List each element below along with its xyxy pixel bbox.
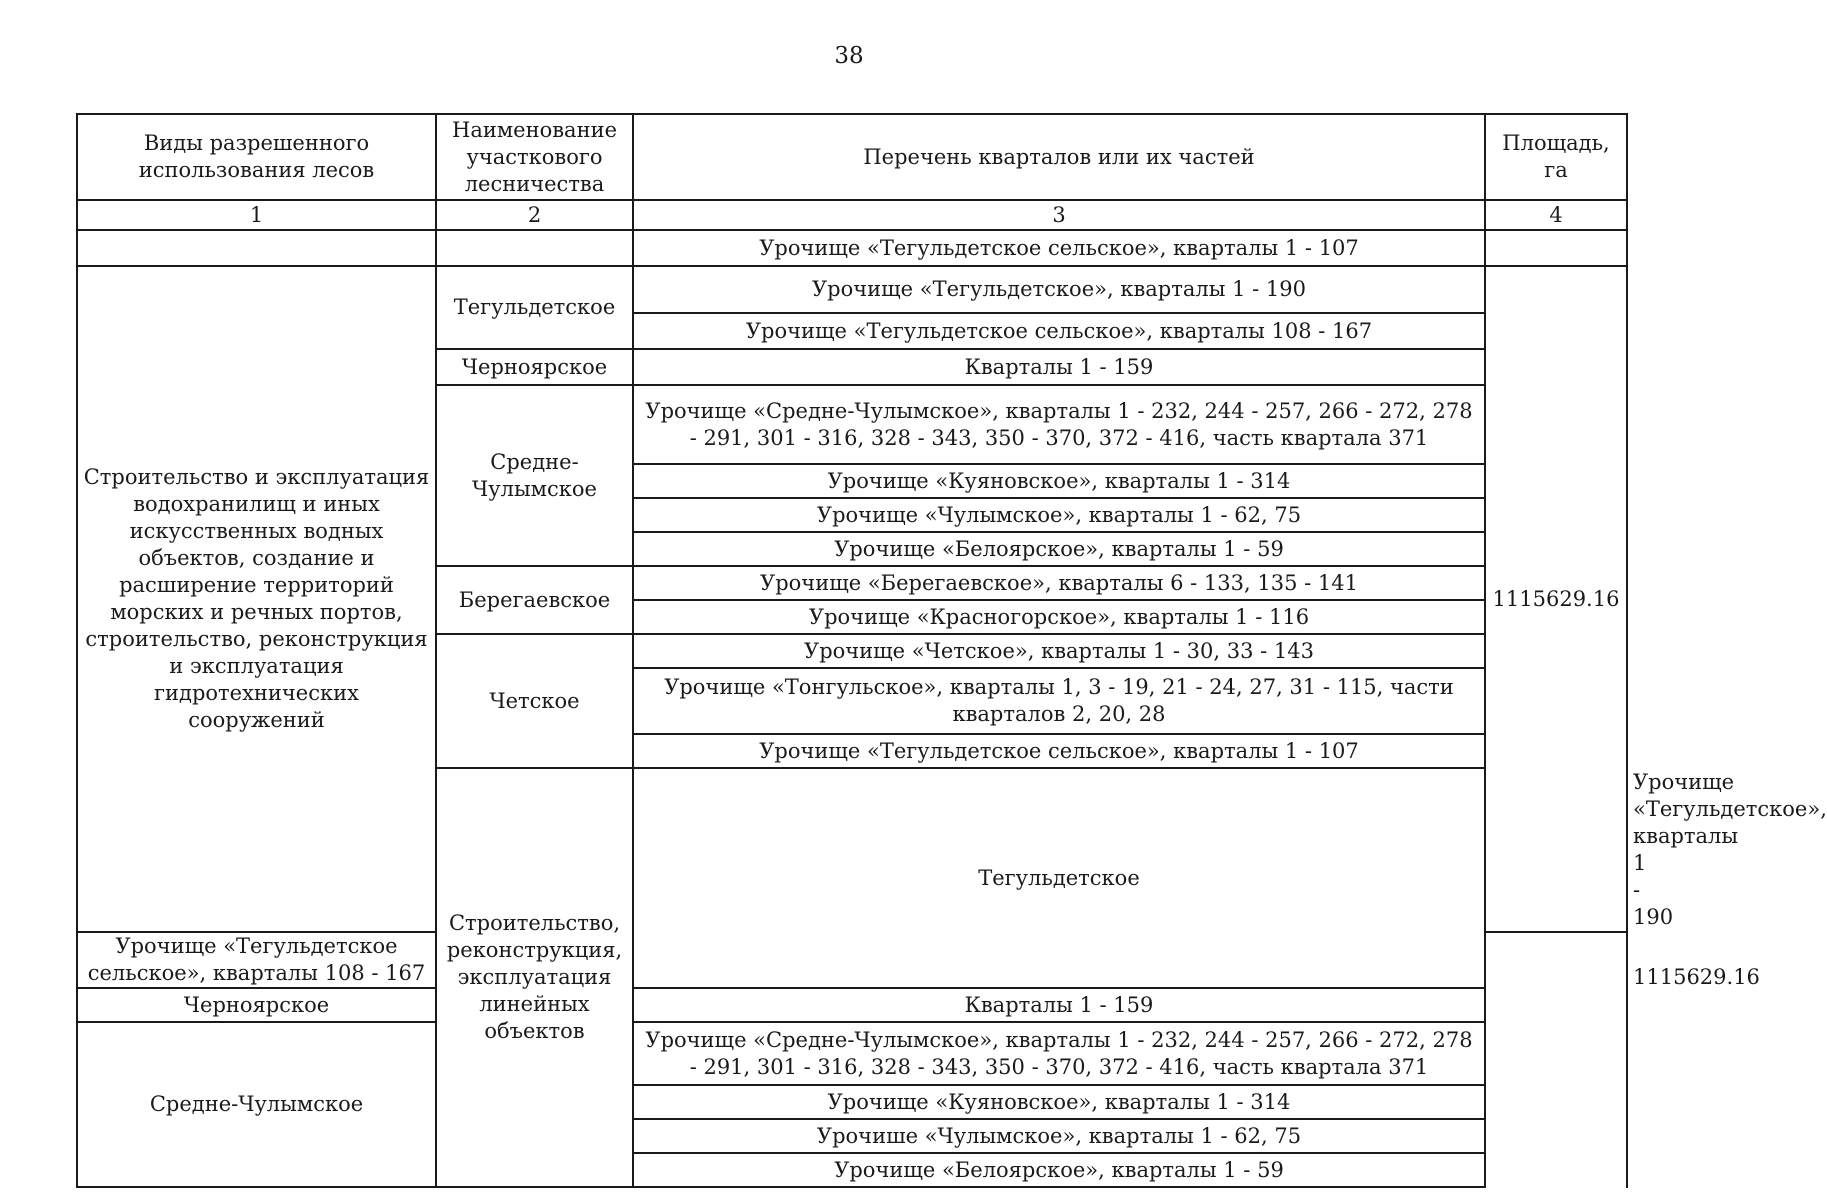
quarters-cell: Урочище «Тегульдетское сельское», кварталы 1 - 107 <box>633 230 1485 266</box>
quarters-cell: Урочище «Средне-Чулымское», кварталы 1 - 232, 244 - 257, 266 - 272, 278 - 291, 301 - 316, 328 - 343, 350 - 370, 372 - 416, часть квартала 371 <box>633 1022 1485 1085</box>
forestry-cell: Черноярское <box>77 988 436 1022</box>
header-row <box>77 114 1627 200</box>
quarters-cell: Урочище «Белоярское», кварталы 1 - 59 <box>633 532 1485 566</box>
column-number: 1 <box>77 200 436 230</box>
table-row <box>77 266 1627 313</box>
header-forestry: Наименование участкового лесничества <box>436 114 633 200</box>
quarters-cell: Урочище «Четское», кварталы 1 - 30, 33 - 143 <box>633 634 1485 668</box>
use-type-cell: Строительство, реконструкция, эксплуатация линейных объектов <box>436 768 633 1187</box>
forestry-cell: Черноярское <box>436 349 633 385</box>
quarters-cell: Урочище «Красногорское», кварталы 1 - 116 <box>633 600 1485 634</box>
forestry-cell: Средне-Чулымское <box>77 1022 436 1187</box>
table-row <box>77 988 1627 1022</box>
column-number: 2 <box>436 200 633 230</box>
column-number: 4 <box>1485 200 1627 230</box>
quarters-cell: Урочище «Чулымское», кварталы 1 - 62, 75 <box>633 498 1485 532</box>
continuation-row <box>77 230 1627 266</box>
header-use-type: Виды разрешенного использования лесов <box>77 114 436 200</box>
area-cell: 1115629.16 <box>1485 266 1627 932</box>
empty-cell <box>77 230 436 266</box>
quarters-cell: Урочище «Тонгульское», кварталы 1, 3 - 19, 21 - 24, 27, 31 - 115, части кварталов 2, 20, 28 <box>633 668 1485 734</box>
page-number: 38 <box>834 43 864 69</box>
forestry-cell: Тегульдетское <box>633 768 1485 988</box>
table-row <box>77 1022 1627 1085</box>
column-number: 3 <box>633 200 1485 230</box>
quarters-cell: Кварталы 1 - 159 <box>633 349 1485 385</box>
header-area: Площадь, га <box>1485 114 1627 200</box>
quarters-cell: Урочище «Тегульдетское», кварталы 1 - 190 <box>633 266 1485 313</box>
empty-cell <box>436 230 633 266</box>
quarters-cell: Урочище «Тегульдетское сельское», кварталы 108 - 167 <box>77 932 436 988</box>
quarters-cell: Урочище «Тегульдетское сельское», кварталы 1 - 107 <box>633 734 1485 768</box>
forestry-cell: Берегаевское <box>436 566 633 634</box>
empty-cell <box>1485 230 1627 266</box>
forest-use-table <box>76 113 1827 1188</box>
quarters-cell: Кварталы 1 - 159 <box>633 988 1485 1022</box>
forestry-cell: Тегульдетское <box>436 266 633 349</box>
quarters-cell: Урочище «Куяновское», кварталы 1 - 314 <box>633 1085 1485 1119</box>
quarters-cell: Урочище «Тегульдетское сельское», кварталы 108 - 167 <box>633 313 1485 349</box>
forestry-cell: Средне-Чулымское <box>436 385 633 566</box>
forestry-cell: Четское <box>436 634 633 768</box>
quarters-cell: Урочище «Берегаевское», кварталы 6 - 133, 135 - 141 <box>633 566 1485 600</box>
table-row: Строительство, реконструкция, эксплуатация линейных объектов Тегульдетское Урочище «Тегульдетское», кварталы 1 - 190 1115629.16 <box>77 768 1627 932</box>
use-type-cell: Строительство и эксплуатация водохранилищ и иных искусственных водных объектов, создание и расширение территорий морских и речных портов, строительство, реконструкция и эксплуатация гидротехнических сооружений <box>77 266 436 932</box>
header-quarters: Перечень кварталов или их частей <box>633 114 1485 200</box>
quarters-cell: Урочише «Чулымское», кварталы 1 - 62, 75 <box>633 1119 1485 1153</box>
quarters-cell: Урочище «Средне-Чулымское», кварталы 1 - 232, 244 - 257, 266 - 272, 278 - 291, 301 - 316, 328 - 343, 350 - 370, 372 - 416, часть квартала 371 <box>633 385 1485 464</box>
quarters-cell: Урочище «Куяновское», кварталы 1 - 314 <box>633 464 1485 498</box>
column-number-row <box>77 200 1627 230</box>
quarters-cell: Урочище «Белоярское», кварталы 1 - 59 <box>633 1153 1485 1187</box>
